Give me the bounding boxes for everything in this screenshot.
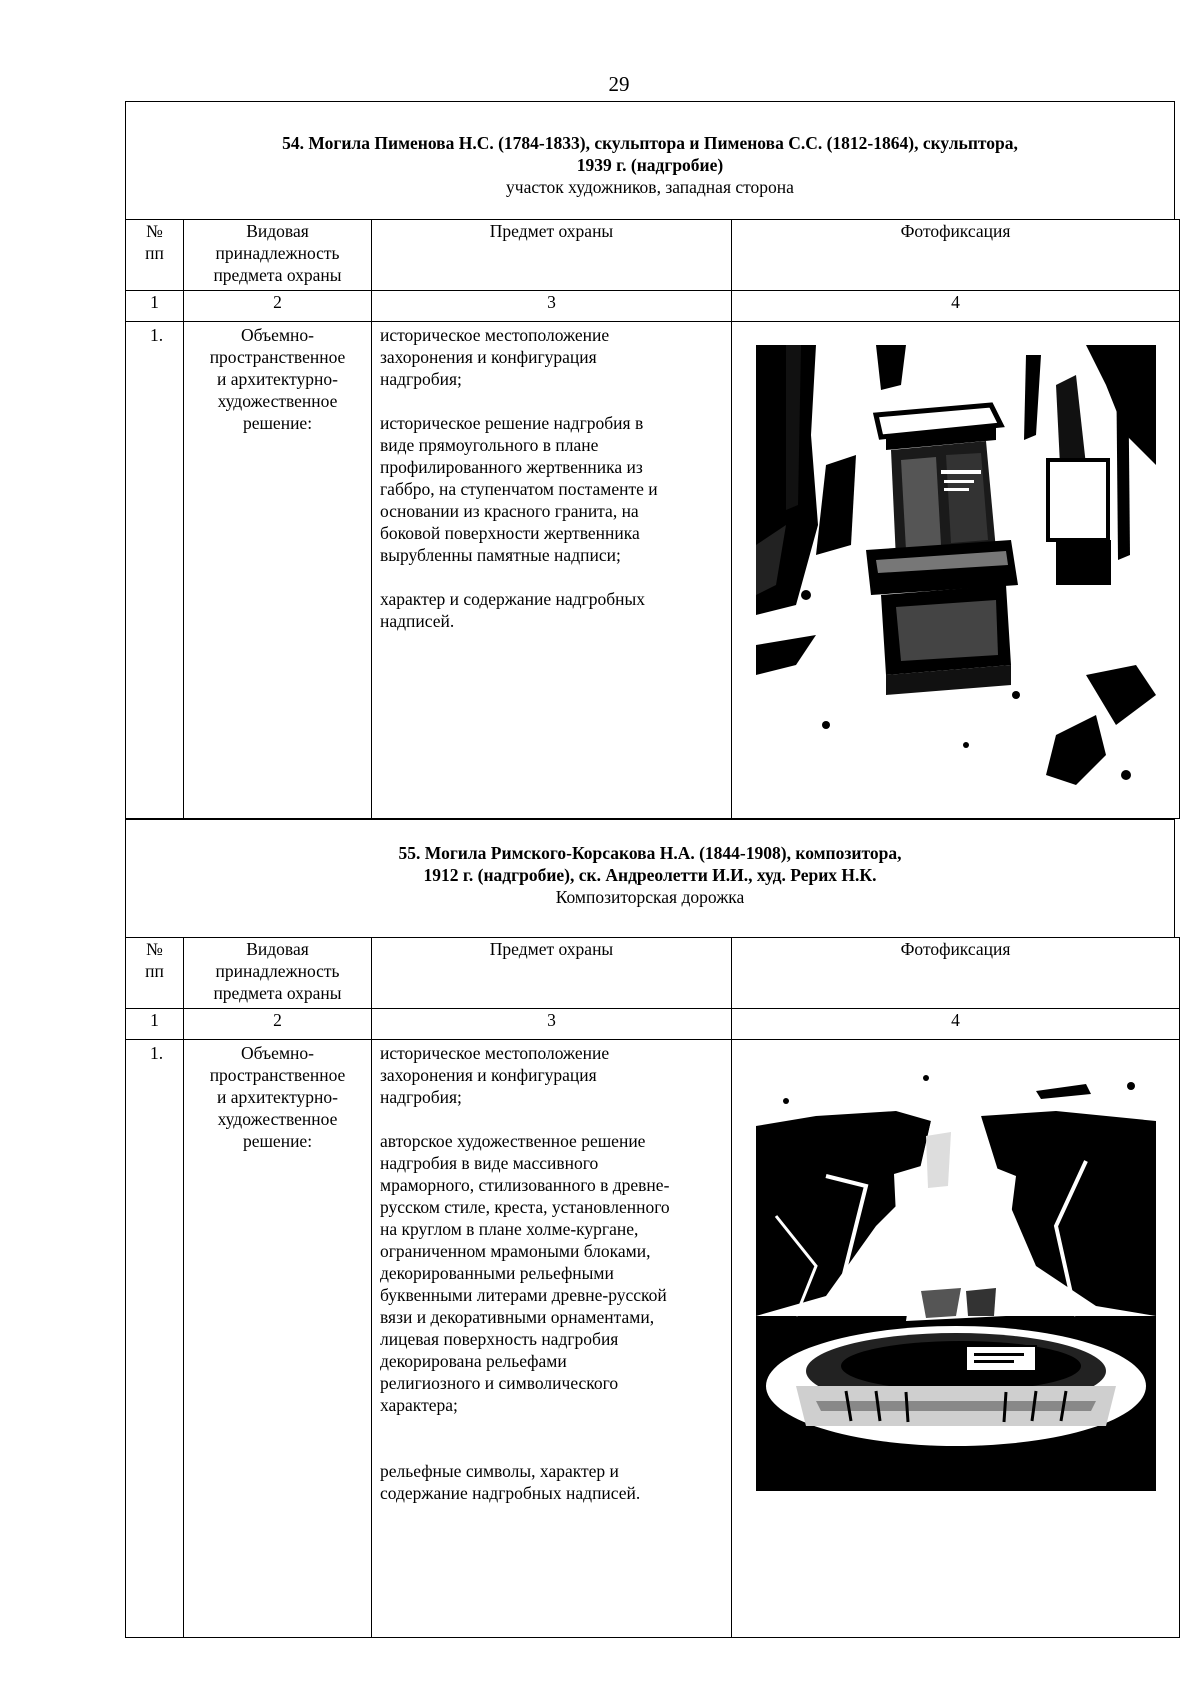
column-number-2: 2 <box>184 1009 372 1040</box>
entry-table <box>125 937 1180 1638</box>
header-subject: Предмет охраны <box>372 220 732 291</box>
entry-title-line2: 1912 г. (надгробие), ск. Андреолетти И.И., худ. Рерих Н.К. <box>423 865 877 885</box>
header-number-line2: пп <box>145 243 164 263</box>
entry-title-line1: 54. Могила Пименова Н.С. (1784-1833), скульптора и Пименова С.С. (1812-1864), скульптора, <box>282 133 1018 153</box>
subject-line: мраморного, стилизованного в древне- <box>380 1175 670 1195</box>
header-type-line2: принадлежность <box>215 243 340 263</box>
subject-line: надгробия; <box>380 369 462 389</box>
entry-55 <box>125 819 1175 1638</box>
protection-type-line: Объемно- <box>241 1043 314 1063</box>
subject-paragraph <box>380 1130 723 1416</box>
header-subject: Предмет охраны <box>372 938 732 1009</box>
header-type <box>184 220 372 291</box>
gravestone-photo <box>756 345 1156 790</box>
subject-line: надгробия в виде массивного <box>380 1153 599 1173</box>
protection-type-line: художественное <box>217 391 338 411</box>
header-photo: Фотофиксация <box>732 220 1180 291</box>
subject-line: авторское художественное решение <box>380 1131 646 1151</box>
protection-type-line: решение: <box>242 413 313 433</box>
header-type-line3: предмета охраны <box>213 983 342 1003</box>
entry-54 <box>125 101 1175 819</box>
entry-header <box>125 101 1175 219</box>
subject-line: профилированного жертвенника из <box>380 457 643 477</box>
header-number <box>126 938 184 1009</box>
subject-line: надгробия; <box>380 1087 462 1107</box>
protection-type <box>184 322 372 819</box>
subject-paragraph <box>380 1438 723 1504</box>
protection-type-line: пространственное <box>209 1065 346 1085</box>
subject-paragraph <box>380 1042 723 1108</box>
subject-line: характера; <box>380 1395 458 1415</box>
column-number-4: 4 <box>732 1009 1180 1040</box>
subject-line <box>380 1438 723 1460</box>
subject-line: историческое местоположение <box>380 1043 610 1063</box>
entry-table <box>125 219 1180 819</box>
entry-title-line1: 55. Могила Римского-Корсакова Н.А. (1844-1908), композитора, <box>398 843 902 863</box>
column-number-4: 4 <box>732 291 1180 322</box>
subject-line: историческое решение надгробия в <box>380 413 644 433</box>
subject-line: декорированными рельефными <box>380 1263 614 1283</box>
column-number-3: 3 <box>372 291 732 322</box>
column-number-2: 2 <box>184 291 372 322</box>
subject-line: захоронения и конфигурация <box>380 347 597 367</box>
subject-line: лицевая поверхность надгробия <box>380 1329 619 1349</box>
row-number: 1. <box>126 322 184 819</box>
page-number: 29 <box>608 72 630 96</box>
subject-paragraph <box>380 412 723 566</box>
header-type-line3: предмета охраны <box>213 265 342 285</box>
subject-line: рельефные символы, характер и <box>380 1461 619 1481</box>
subject-line: характер и содержание надгробных <box>380 589 646 609</box>
subject-line: ограниченном мрамоными блоками, <box>380 1241 651 1261</box>
subject-line: основании из красного гранита, на <box>380 501 639 521</box>
column-number-1: 1 <box>126 291 184 322</box>
protection-subject <box>372 1040 732 1638</box>
protection-type-line: художественное <box>217 1109 338 1129</box>
row-number: 1. <box>126 1040 184 1638</box>
entry-location: участок художников, западная сторона <box>506 177 794 197</box>
protection-type <box>184 1040 372 1638</box>
subject-line: вязи и декоративными орнаментами, <box>380 1307 655 1327</box>
subject-line: декорирована рельефами <box>380 1351 567 1371</box>
subject-line: надписей. <box>380 611 455 631</box>
protection-type-line: и архитектурно- <box>217 369 338 389</box>
header-number-line1: № <box>146 939 163 959</box>
subject-paragraph <box>380 324 723 390</box>
subject-line: религиозного и символического <box>380 1373 619 1393</box>
protection-type-line: решение: <box>242 1131 313 1151</box>
subject-line: вырубленны памятные надписи; <box>380 545 621 565</box>
header-number-line2: пп <box>145 961 164 981</box>
subject-line: боковой поверхности жертвенника <box>380 523 640 543</box>
header-photo: Фотофиксация <box>732 938 1180 1009</box>
subject-line: виде прямоугольного в плане <box>380 435 599 455</box>
entry-title-line2: 1939 г. (надгробие) <box>576 155 724 175</box>
protection-type-line: Объемно- <box>241 325 314 345</box>
subject-paragraph <box>380 588 723 632</box>
header-type <box>184 938 372 1009</box>
column-number-1: 1 <box>126 1009 184 1040</box>
header-type-line1: Видовая <box>246 939 309 959</box>
subject-line: историческое местоположение <box>380 325 610 345</box>
protection-subject <box>372 322 732 819</box>
entry-header <box>125 819 1175 937</box>
header-number <box>126 220 184 291</box>
subject-line: содержание надгробных надписей. <box>380 1483 641 1503</box>
subject-line: на круглом в плане холме-кургане, <box>380 1219 639 1239</box>
subject-line: русском стиле, креста, установленного <box>380 1197 670 1217</box>
subject-line: захоронения и конфигурация <box>380 1065 597 1085</box>
header-number-line1: № <box>146 221 163 241</box>
entry-location: Композиторская дорожка <box>555 887 745 907</box>
subject-line: буквенными литерами древне-русской <box>380 1285 667 1305</box>
header-type-line2: принадлежность <box>215 961 340 981</box>
subject-line: габбро, на ступенчатом постаменте и <box>380 479 658 499</box>
protection-type-line: и архитектурно- <box>217 1087 338 1107</box>
header-type-line1: Видовая <box>246 221 309 241</box>
column-number-3: 3 <box>372 1009 732 1040</box>
gravestone-photo <box>756 1066 1156 1491</box>
photo-cell <box>732 322 1180 819</box>
photo-cell <box>732 1040 1180 1638</box>
protection-type-line: пространственное <box>209 347 346 367</box>
